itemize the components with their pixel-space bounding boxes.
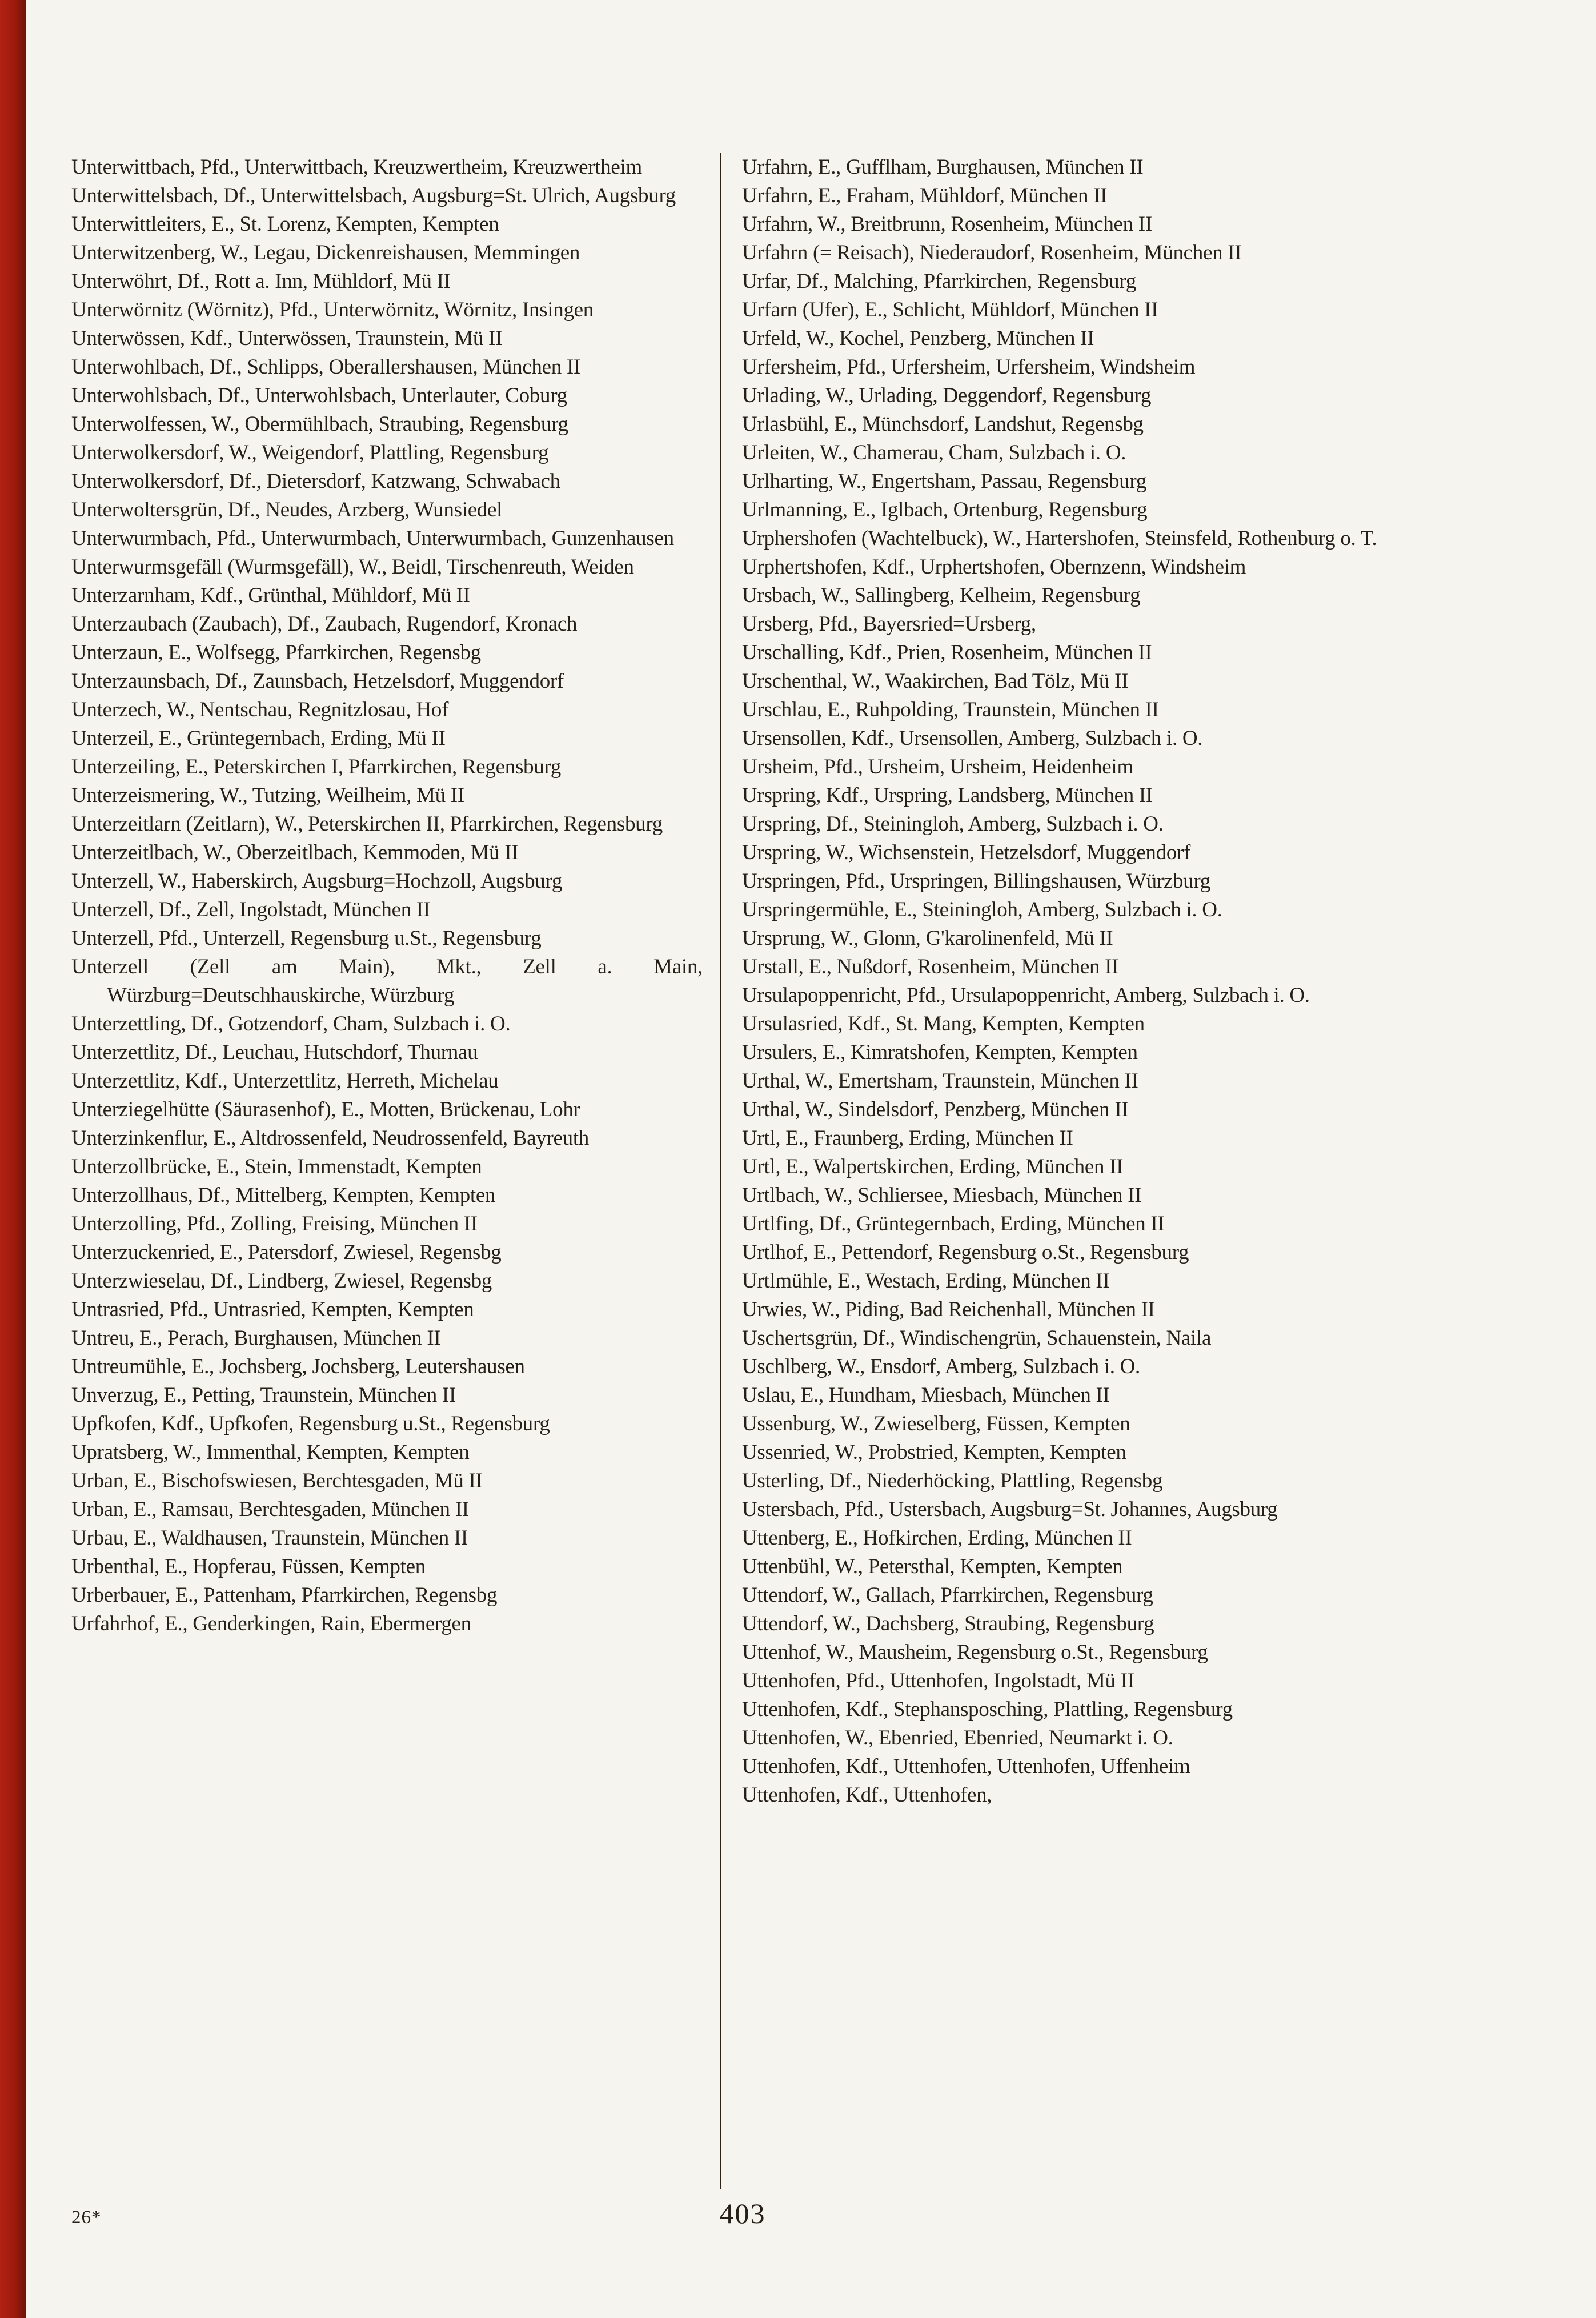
gazetteer-entry: Urspring, Df., Steiningloh, Amberg, Sulzbach i. O. (742, 812, 1164, 836)
gazetteer-entry: Unterwohlbach, Df., Schlipps, Oberallershausen, München II (71, 355, 580, 379)
gazetteer-entry: Urphershofen (Wachtelbuck), W., Hartershofen, Steinsfeld, Rothenburg o. T. (742, 527, 1377, 550)
gazetteer-entry: Urbau, E., Waldhausen, Traunstein, München II (71, 1526, 468, 1550)
gazetteer-entry: Unterzeitlbach, W., Oberzeitlbach, Kemmoden, Mü II (71, 841, 519, 864)
gazetteer-entry: Unterzeiling, E., Peterskirchen I, Pfarrkirchen, Regensburg (71, 755, 562, 779)
gazetteer-entry: Urfahrn, E., Gufflham, Burghausen, München II (742, 155, 1144, 179)
gazetteer-entry: Ursprung, W., Glonn, G'karolinenfeld, Mü II (742, 927, 1113, 950)
gazetteer-entry: Unterzollhaus, Df., Mittelberg, Kempten, Kempten (71, 1184, 496, 1207)
gazetteer-entry: Unterzeitlarn (Zeitlarn), W., Peterskirchen II, Pfarrkirchen, Regensburg (71, 812, 663, 836)
gazetteer-entry: Unterzell, Df., Zell, Ingolstadt, München II (71, 898, 430, 921)
gazetteer-entry: Urfarn (Ufer), E., Schlicht, Mühldorf, München II (742, 298, 1158, 322)
gazetteer-entry: Urthal, W., Sindelsdorf, Penzberg, München II (742, 1098, 1129, 1121)
gazetteer-entry: Unterzaunsbach, Df., Zaunsbach, Hetzelsdorf, Muggendorf (71, 669, 564, 693)
gazetteer-entry: Uttenhofen, Kdf., Uttenhofen, (742, 1783, 992, 1807)
gazetteer-entry: Unterwössen, Kdf., Unterwössen, Traunstein, Mü II (71, 327, 503, 350)
gazetteer-entry: Urfersheim, Pfd., Urfersheim, Urfersheim, Windsheim (742, 355, 1196, 379)
gazetteer-entry: Urfar, Df., Malching, Pfarrkirchen, Regensburg (742, 270, 1136, 293)
gazetteer-entry: Ustersbach, Pfd., Ustersbach, Augsburg=St. Johannes, Augsburg (742, 1498, 1278, 1521)
gazetteer-entry: Urspringen, Pfd., Urspringen, Billingshausen, Würzburg (742, 869, 1210, 893)
gazetteer-entry: Urschlau, E., Ruhpolding, Traunstein, München II (742, 698, 1159, 721)
gazetteer-entry: Urfahrhof, E., Genderkingen, Rain, Ebermergen (71, 1612, 471, 1635)
gazetteer-entry: Urfahrn, E., Fraham, Mühldorf, München II (742, 184, 1108, 207)
gazetteer-entry: Unterwitzenberg, W., Legau, Dickenreishausen, Memmingen (71, 241, 580, 264)
gazetteer-entry: Unterzaubach (Zaubach), Df., Zaubach, Rugendorf, Kronach (71, 612, 578, 636)
gazetteer-entry: Unterzwieselau, Df., Lindberg, Zwiesel, Regensbg (71, 1269, 492, 1293)
gazetteer-entry: Urleiten, W., Chamerau, Cham, Sulzbach i. O. (742, 441, 1126, 464)
gazetteer-entry: Usterling, Df., Niederhöcking, Plattling, Regensbg (742, 1469, 1163, 1493)
gazetteer-entry: Urtlmühle, E., Westach, Erding, München II (742, 1269, 1110, 1293)
gazetteer-entry: Urberbauer, E., Pattenham, Pfarrkirchen, Regensbg (71, 1583, 498, 1607)
page-edge-strip (0, 0, 26, 2318)
gazetteer-entry: Ursensollen, Kdf., Ursensollen, Amberg, Sulzbach i. O. (742, 727, 1203, 750)
gazetteer-entry: Unterzettlitz, Kdf., Unterzettlitz, Herreth, Michelau (71, 1069, 499, 1093)
gazetteer-entry: Ursberg, Pfd., Bayersried=Ursberg, (742, 612, 1036, 636)
gazetteer-entry: Urlading, W., Urlading, Deggendorf, Regensburg (742, 384, 1152, 407)
gazetteer-entry: Urstall, E., Nußdorf, Rosenheim, München II (742, 955, 1119, 978)
gazetteer-entry: Ursulasried, Kdf., St. Mang, Kempten, Kempten (742, 1012, 1145, 1036)
gazetteer-entry: Unterzolling, Pfd., Zolling, Freising, München II (71, 1212, 478, 1236)
gazetteer-content (71, 153, 1525, 2189)
gazetteer-entry: Uttenbühl, W., Petersthal, Kempten, Kempten (742, 1555, 1123, 1578)
gazetteer-entry: Unterwurmsgefäll (Wurmsgefäll), W., Beidl, Tirschenreuth, Weiden (71, 555, 634, 579)
gazetteer-entry: Unterzinkenflur, E., Altdrossenfeld, Neudrossenfeld, Bayreuth (71, 1126, 589, 1150)
gazetteer-entry: Uttenhofen, W., Ebenried, Ebenried, Neumarkt i. O. (742, 1726, 1173, 1750)
gazetteer-entry: Uschlberg, W., Ensdorf, Amberg, Sulzbach i. O. (742, 1355, 1141, 1378)
gazetteer-entry: Urlmanning, E., Iglbach, Ortenburg, Regensburg (742, 498, 1148, 522)
gazetteer-entry: Uslau, E., Hundham, Miesbach, München II (742, 1383, 1110, 1407)
gazetteer-entry: Urtlfing, Df., Grüntegernbach, Erding, München II (742, 1212, 1165, 1236)
gazetteer-entry: Unterzech, W., Nentschau, Regnitzlosau, Hof (71, 698, 449, 721)
gazetteer-entry: Unterwolkersdorf, W., Weigendorf, Plattling, Regensburg (71, 441, 549, 464)
gazetteer-entry: Uttenhofen, Kdf., Stephansposching, Plattling, Regensburg (742, 1698, 1233, 1721)
gazetteer-entry: Untreu, E., Perach, Burghausen, München II (71, 1326, 441, 1350)
right-column (721, 153, 1525, 2189)
gazetteer-entry: Unterzettling, Df., Gotzendorf, Cham, Sulzbach i. O. (71, 1012, 511, 1036)
gazetteer-entry: Ursulers, E., Kimratshofen, Kempten, Kempten (742, 1041, 1138, 1064)
gazetteer-entry: Unterwörnitz (Wörnitz), Pfd., Unterwörnitz, Wörnitz, Insingen (71, 298, 594, 322)
gazetteer-entry: Urschenthal, W., Waakirchen, Bad Tölz, Mü II (742, 669, 1129, 693)
gazetteer-entry: Urwies, W., Piding, Bad Reichenhall, München II (742, 1298, 1155, 1321)
gazetteer-entry: Unterwolfessen, W., Obermühlbach, Straubing, Regensburg (71, 412, 568, 436)
gazetteer-entry: Urban, E., Ramsau, Berchtesgaden, München II (71, 1498, 469, 1521)
left-column (71, 153, 720, 2189)
gazetteer-entry: Unterwöhrt, Df., Rott a. Inn, Mühldorf, Mü II (71, 270, 451, 293)
gazetteer-entry: Uttendorf, W., Gallach, Pfarrkirchen, Regensburg (742, 1583, 1153, 1607)
gazetteer-entry: Ursulapoppenricht, Pfd., Ursulapoppenricht, Amberg, Sulzbach i. O. (742, 984, 1310, 1007)
signature-mark: 26* (71, 2207, 102, 2228)
gazetteer-entry: Upfkofen, Kdf., Upfkofen, Regensburg u.St., Regensburg (71, 1412, 550, 1435)
gazetteer-entry: Unterzuckenried, E., Patersdorf, Zwiesel, Regensbg (71, 1241, 502, 1264)
gazetteer-entry: Unterzarnham, Kdf., Grünthal, Mühldorf, Mü II (71, 584, 470, 607)
gazetteer-entry: Urthal, W., Emertsham, Traunstein, München II (742, 1069, 1138, 1093)
gazetteer-entry: Uttendorf, W., Dachsberg, Straubing, Regensburg (742, 1612, 1154, 1635)
gazetteer-entry: Unterwittleiters, E., St. Lorenz, Kempten, Kempten (71, 212, 499, 236)
gazetteer-entry: Unterzell, Pfd., Unterzell, Regensburg u.St., Regensburg (71, 927, 542, 950)
gazetteer-entry: Urspring, W., Wichsenstein, Hetzelsdorf, Muggendorf (742, 841, 1191, 864)
gazetteer-entry: Urphertshofen, Kdf., Urphertshofen, Obernzenn, Windsheim (742, 555, 1246, 579)
gazetteer-entry: Urtlhof, E., Pettendorf, Regensburg o.St., Regensburg (742, 1241, 1189, 1264)
gazetteer-entry: Urtlbach, W., Schliersee, Miesbach, München II (742, 1184, 1142, 1207)
gazetteer-entry: Urtl, E., Fraunberg, Erding, München II (742, 1126, 1073, 1150)
gazetteer-entry: Urbenthal, E., Hopferau, Füssen, Kempten (71, 1555, 426, 1578)
gazetteer-entry: Unterzeismering, W., Tutzing, Weilheim, Mü II (71, 784, 464, 807)
gazetteer-entry: Unverzug, E., Petting, Traunstein, München II (71, 1383, 456, 1407)
gazetteer-entry: Unterzettlitz, Df., Leuchau, Hutschdorf, Thurnau (71, 1041, 478, 1064)
gazetteer-entry: Uttenhofen, Kdf., Uttenhofen, Uttenhofen, Uffenheim (742, 1755, 1190, 1778)
gazetteer-entry: Urlasbühl, E., Münchsdorf, Landshut, Regensbg (742, 412, 1144, 436)
gazetteer-entry: Untreumühle, E., Jochsberg, Jochsberg, Leutershausen (71, 1355, 525, 1378)
gazetteer-entry: Unterwolkersdorf, Df., Dietersdorf, Katzwang, Schwabach (71, 470, 560, 493)
gazetteer-entry: Ussenried, W., Probstried, Kempten, Kempten (742, 1441, 1126, 1464)
gazetteer-entry: Unterzeil, E., Grüntegernbach, Erding, Mü II (71, 727, 446, 750)
gazetteer-entry: Urfahrn (= Reisach), Niederaudorf, Rosenheim, München II (742, 241, 1242, 264)
gazetteer-entry: Unterwohlsbach, Df., Unterwohlsbach, Unterlauter, Coburg (71, 384, 567, 407)
gazetteer-entry: Uttenhof, W., Mausheim, Regensburg o.St., Regensburg (742, 1641, 1208, 1664)
gazetteer-entry: Unterzell, W., Haberskirch, Augsburg=Hochzoll, Augsburg (71, 869, 563, 893)
gazetteer-entry: Urban, E., Bischofswiesen, Berchtesgaden, Mü II (71, 1469, 483, 1493)
gazetteer-entry: Urfeld, W., Kochel, Penzberg, München II (742, 327, 1094, 350)
gazetteer-entry: Urtl, E., Walpertskirchen, Erding, München II (742, 1155, 1124, 1178)
gazetteer-entry: Untrasried, Pfd., Untrasried, Kempten, Kempten (71, 1298, 474, 1321)
gazetteer-entry: Unterwittbach, Pfd., Unterwittbach, Kreuzwertheim, Kreuzwertheim (71, 155, 642, 179)
gazetteer-entry: Urlharting, W., Engertsham, Passau, Regensburg (742, 470, 1146, 493)
gazetteer-entry: Unterwittelsbach, Df., Unterwittelsbach, Augsburg=St. Ulrich, Augsburg (71, 184, 676, 207)
gazetteer-entry: Unterzollbrücke, E., Stein, Immenstadt, Kempten (71, 1155, 482, 1178)
gazetteer-entry: Urspring, Kdf., Urspring, Landsberg, München II (742, 784, 1153, 807)
gazetteer-entry: Urspringermühle, E., Steiningloh, Amberg, Sulzbach i. O. (742, 898, 1222, 921)
page-footer (71, 2197, 1525, 2237)
gazetteer-entry: Unterwurmbach, Pfd., Unterwurmbach, Unterwurmbach, Gunzenhausen (71, 527, 674, 550)
gazetteer-entry: Unterziegelhütte (Säurasenhof), E., Motten, Brückenau, Lohr (71, 1098, 580, 1121)
page-number: 403 (719, 2197, 766, 2229)
gazetteer-entry: Upratsberg, W., Immenthal, Kempten, Kempten (71, 1441, 470, 1464)
gazetteer-entry: Ursbach, W., Sallingberg, Kelheim, Regensburg (742, 584, 1141, 607)
gazetteer-entry: Unterzell (Zell am Main), Mkt., Zell a. Main, Würzburg=Deutschhauskirche, Würzburg (71, 955, 703, 1007)
gazetteer-entry: Uttenhofen, Pfd., Uttenhofen, Ingolstadt, Mü II (742, 1669, 1134, 1693)
gazetteer-entry: Ussenburg, W., Zwieselberg, Füssen, Kempten (742, 1412, 1130, 1435)
gazetteer-entry: Urfahrn, W., Breitbrunn, Rosenheim, München II (742, 212, 1152, 236)
gazetteer-entry: Urschalling, Kdf., Prien, Rosenheim, München II (742, 641, 1152, 664)
gazetteer-entry: Uschertsgrün, Df., Windischengrün, Schauenstein, Naila (742, 1326, 1212, 1350)
gazetteer-entry: Ursheim, Pfd., Ursheim, Ursheim, Heidenheim (742, 755, 1133, 779)
gazetteer-entry: Unterwoltersgrün, Df., Neudes, Arzberg, Wunsiedel (71, 498, 503, 522)
gazetteer-entry: Uttenberg, E., Hofkirchen, Erding, München II (742, 1526, 1132, 1550)
gazetteer-entry: Unterzaun, E., Wolfsegg, Pfarrkirchen, Regensbg (71, 641, 481, 664)
